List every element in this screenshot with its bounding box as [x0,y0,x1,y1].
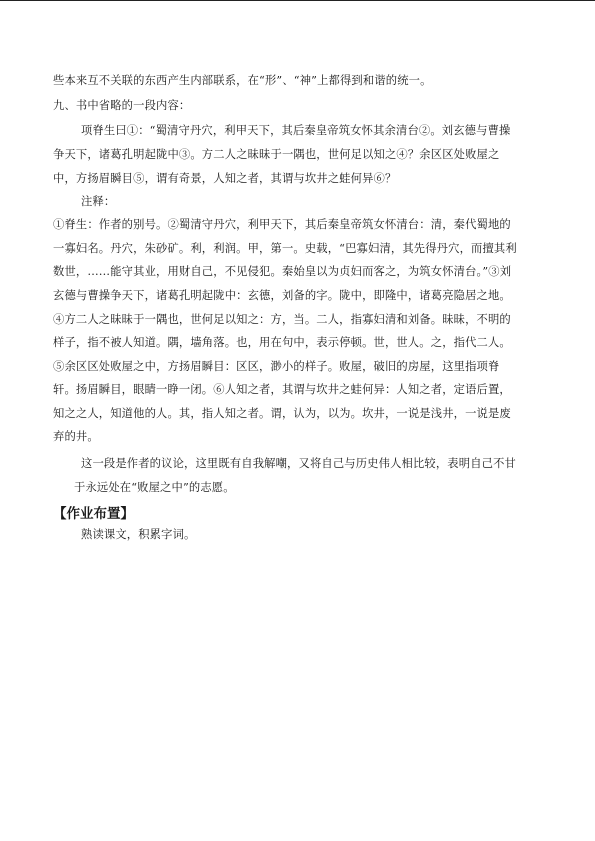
homework-heading: 【作业布置】 [53,506,134,522]
note-line: 数世，……能守其业，用财自己，不见侵犯。秦始皇以为贞妇而客之，为筑女怀清台。”③刘 [53,265,512,278]
note-line: 轩。扬眉瞬目，眼睛一睁一闭。⑥人知之者，其谓与坎井之蛙何异：人知之者，定语后置， [53,383,511,396]
homework-body: 熟读课文，积累字词。 [81,528,196,541]
section-heading-nine: 九、书中省略的一段内容： [53,99,191,112]
note-line: 样子，指不被人知道。隅，墙角落。也，用在句中，表示停顿。世，世人。之，指代二人。 [53,336,511,349]
commentary-line: 这一段是作者的议论，这里既有自我解嘲，又将自己与历史伟人相比较，表明自己不甘 [81,457,516,470]
note-line: ⑤余区区处败屋之中，方扬眉瞬目：区区，渺小的样子。败屋，破旧的房屋，这里指项脊 [53,360,500,373]
note-line: 玄德与曹操争天下，诸葛孔明起陇中：玄德，刘备的字。陇中，即隆中，诸葛亮隐居之地。 [53,289,511,302]
page-top-rule [0,0,595,1]
commentary-line: 于永远处在“败屋之中”的志愿。 [74,481,235,494]
notes-label: 注释： [81,195,116,208]
note-line: 弃的井。 [53,430,99,443]
note-line: 一寡妇名。丹穴，朱砂矿。利，利润。甲，第一。史载，“巴寡妇清，其先得丹穴，而擅其利 [53,242,517,255]
paragraph-line: 些本来互不关联的东西产生内部联系，在“形”、“神”上都得到和谐的统一。 [53,74,432,87]
note-line: 知之之人，知道他的人。其，指人知之者。谓，认为，以为。坎井，一说是浅井，一说是废 [53,407,511,420]
paragraph-line: 中，方扬眉瞬目⑤，谓有奇景，人知之者，其谓与坎井之蛙何异⑥？ [53,172,397,185]
note-line: ④方二人之昧昧于一隅也，世何足以知之：方，当。二人，指寡妇清和刘备。昧昧，不明的 [53,313,511,326]
note-line: ①脊生：作者的别号。②蜀清守丹穴，利甲天下，其后秦皇帝筑女怀清台：清，秦代蜀地的 [53,218,511,231]
paragraph-line: 项脊生曰①：“蜀清守丹穴，利甲天下，其后秦皇帝筑女怀其余清台②。刘玄德与曹操 [81,124,511,137]
paragraph-line: 争天下，诸葛孔明起陇中③。方二人之昧昧于一隅也，世何足以知之④？余区区处败屋之 [53,148,500,161]
